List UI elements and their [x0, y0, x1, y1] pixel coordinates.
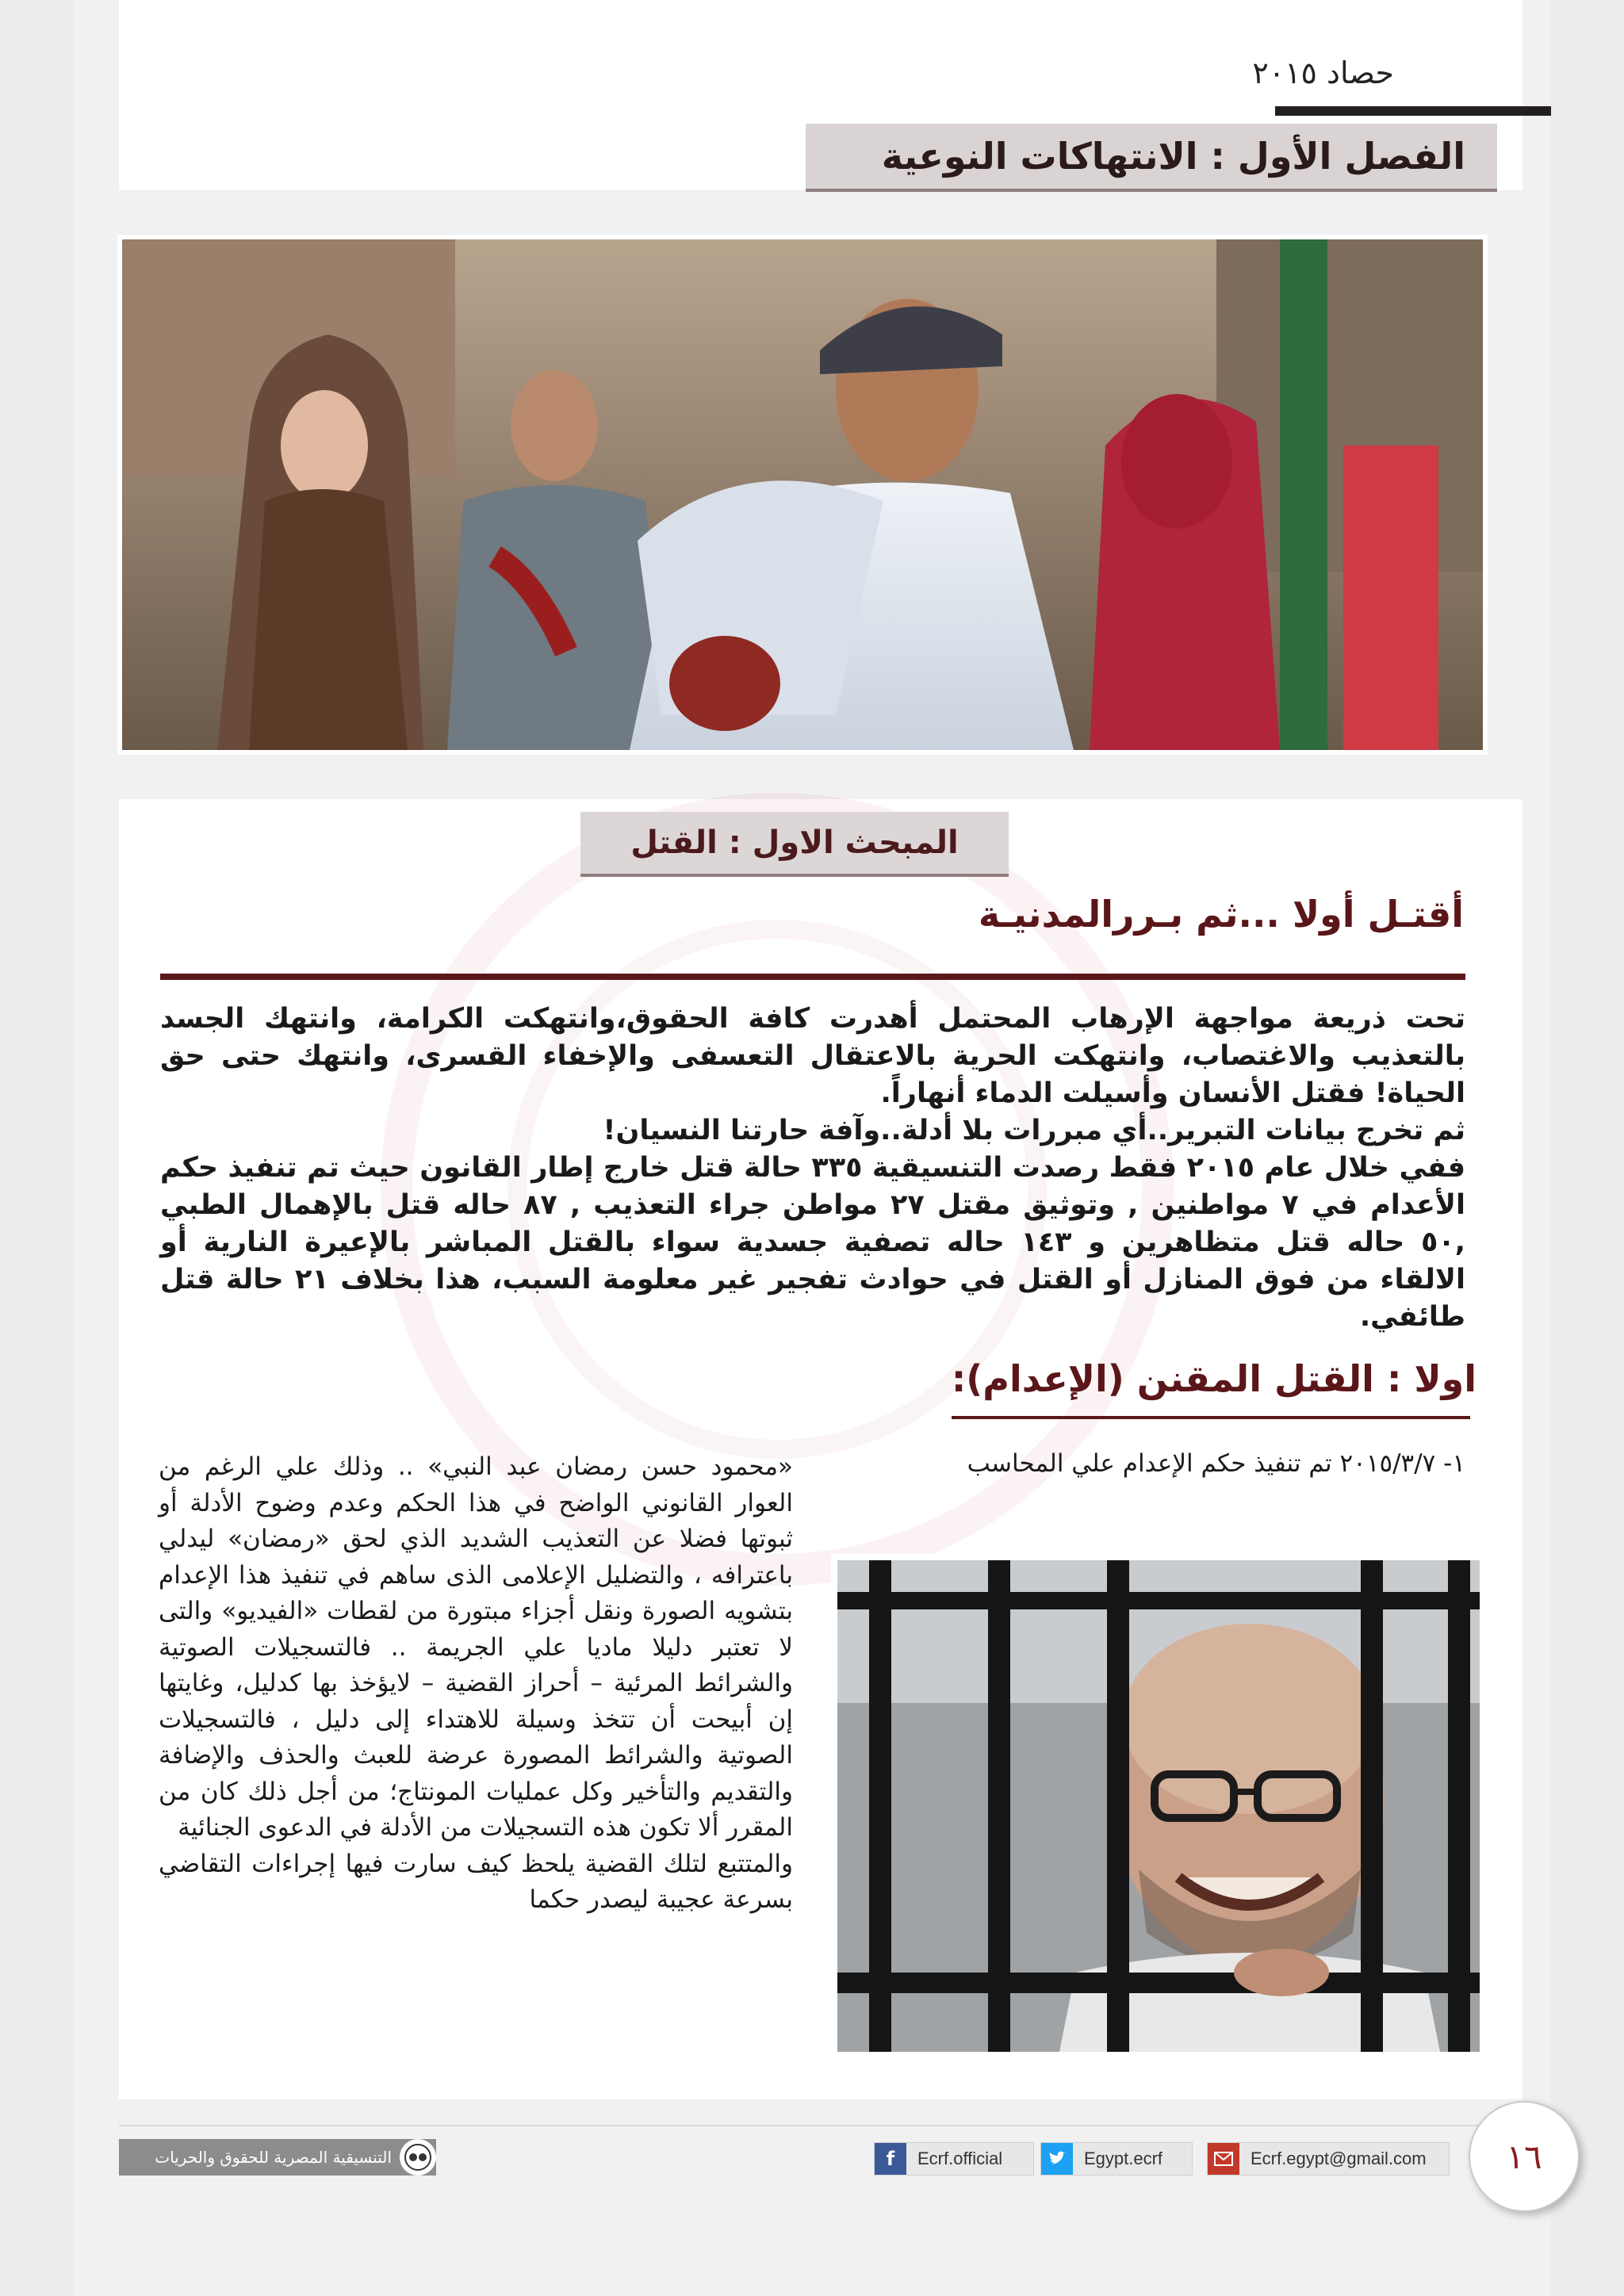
org-emblem-icon [400, 2139, 436, 2175]
intro-paragraph-3: ففي خلال عام ٢٠١٥ فقط رصدت التنسيقية ٣٣٥ حالة قتل خارج إطار القانون حيث تم تنفيذ حكم الأعدام في ٧ مواطنين , وتوثيق مقتل ٢٧ مواطن جراء التعذيب , ٨٧ حاله قتل بالإهمال الطبي ,٥٠ حاله قتل متظاهرين و ١٤٣ حاله تصفية جسدية سواء بالقتل المباشر بالإعيرة النارية أو الالقاء من فوق المنازل أو القتل في حوادث تفجير غير معلومة السبب، هذا بخلاف ٢١ حالة قتل طائفي. [160, 1152, 1466, 1333]
right-margin [1551, 0, 1624, 2296]
page-number: ١٦ [1506, 2137, 1542, 2176]
protest-photo-image [122, 239, 1483, 750]
item-1-body [159, 1449, 793, 1919]
facebook-handle: Ecrf.official [917, 2149, 1003, 2168]
intro-text [160, 1001, 1465, 1336]
intro-paragraph-1: تحت ذريعة مواجهة الإرهاب المحتمل أهدرت كافة الحقوق،وانتهكت الكرامة، وانتهك الجسد بالتعذيب والاغتصاب، وانتهكت الحرية بالاعتقال التعسفى والإخفاء القسرى، وانتهك حتى حق الحياة! فقتل الأنسان وأسيلت الدماء أنهاراً. [160, 1003, 1465, 1109]
chapter-banner [806, 124, 1497, 192]
twitter-icon [1041, 2143, 1073, 2175]
subsection-underline [952, 1416, 1470, 1419]
section-title: المبحث الاول : القتل [630, 825, 959, 861]
mail-icon [1208, 2143, 1239, 2175]
chapter-title: الفصل الأول : الانتهاكات النوعية [881, 135, 1465, 178]
email-contact[interactable] [1207, 2142, 1450, 2175]
twitter-contact[interactable] [1040, 2142, 1193, 2175]
footer-rule [119, 2125, 1522, 2126]
subsection-title: اولا : القتل المقنن (الإعدام): [951, 1357, 1477, 1400]
defendant-photo [831, 1554, 1486, 2058]
org-name: التنسيقية المصرية للحقوق والحريات [155, 2148, 392, 2167]
email-address: Ecrf.egypt@gmail.com [1251, 2149, 1427, 2168]
left-margin [0, 0, 73, 2296]
section-banner [580, 812, 1009, 877]
running-header: حصاد ٢٠١٥ [1252, 55, 1394, 90]
subheading-rule [160, 974, 1465, 980]
item-1-paragraph-2: والمتتبع لتلك القضية يلحظ كيف سارت فيها إجراءات التقاضي بسرعة عجيبة ليصدر حكما [159, 1849, 793, 1914]
section-subheading: أقتـل أولا ...ثم بـررالمدنيـة [978, 893, 1464, 936]
facebook-contact[interactable] [874, 2142, 1034, 2175]
intro-paragraph-2: ثم تخرج بيانات التبرير..أي مبررات بلا أدلة..وآفة حارتنا النسيان! [603, 1115, 1465, 1146]
defendant-photo-image [837, 1560, 1480, 2052]
protest-photo [117, 235, 1488, 755]
item-1-first-line: ١- ٢٠١٥/٣/٧ تم تنفيذ حكم الإعدام علي المحاسب [967, 1449, 1465, 1478]
page-number-badge [1469, 2101, 1580, 2212]
facebook-icon: f [875, 2143, 906, 2175]
item-1-paragraph-1: «محمود حسن رمضان عبد النبي» .. وذلك علي الرغم من العوار القانوني الواضح في هذا الحكم وعدم وضوح الأدلة أو ثبوتها فضلا عن التعذيب الشديد الذي لحق «رمضان» ليدلي باعترافه ، والتضليل الإعلامى الذى ساهم في تنفيذ هذا الإعدام بتشويه الصورة ونقل أجزاء مبتورة من لقطات «الفيديو» والتى لا تعتبر دليلا ماديا علي الجريمة .. فالتسجيلات الصوتية والشرائط المرئية – أحراز القضية – لايؤخذ بها كدليل، وغايتها إن أبيحت أن تتخذ وسيلة للاهتداء إلى دليل ، فالتسجيلات الصوتية والشرائط المصورة عرضة للعبث والحذف والإضافة والتقديم والتأخير وكل عمليات المونتاج؛ من أجل ذلك كان من المقرر ألا تكون هذه التسجيلات من الأدلة في الدعوى الجنائية [159, 1452, 793, 1842]
org-logo [119, 2139, 436, 2175]
twitter-handle: Egypt.ecrf [1084, 2149, 1163, 2168]
